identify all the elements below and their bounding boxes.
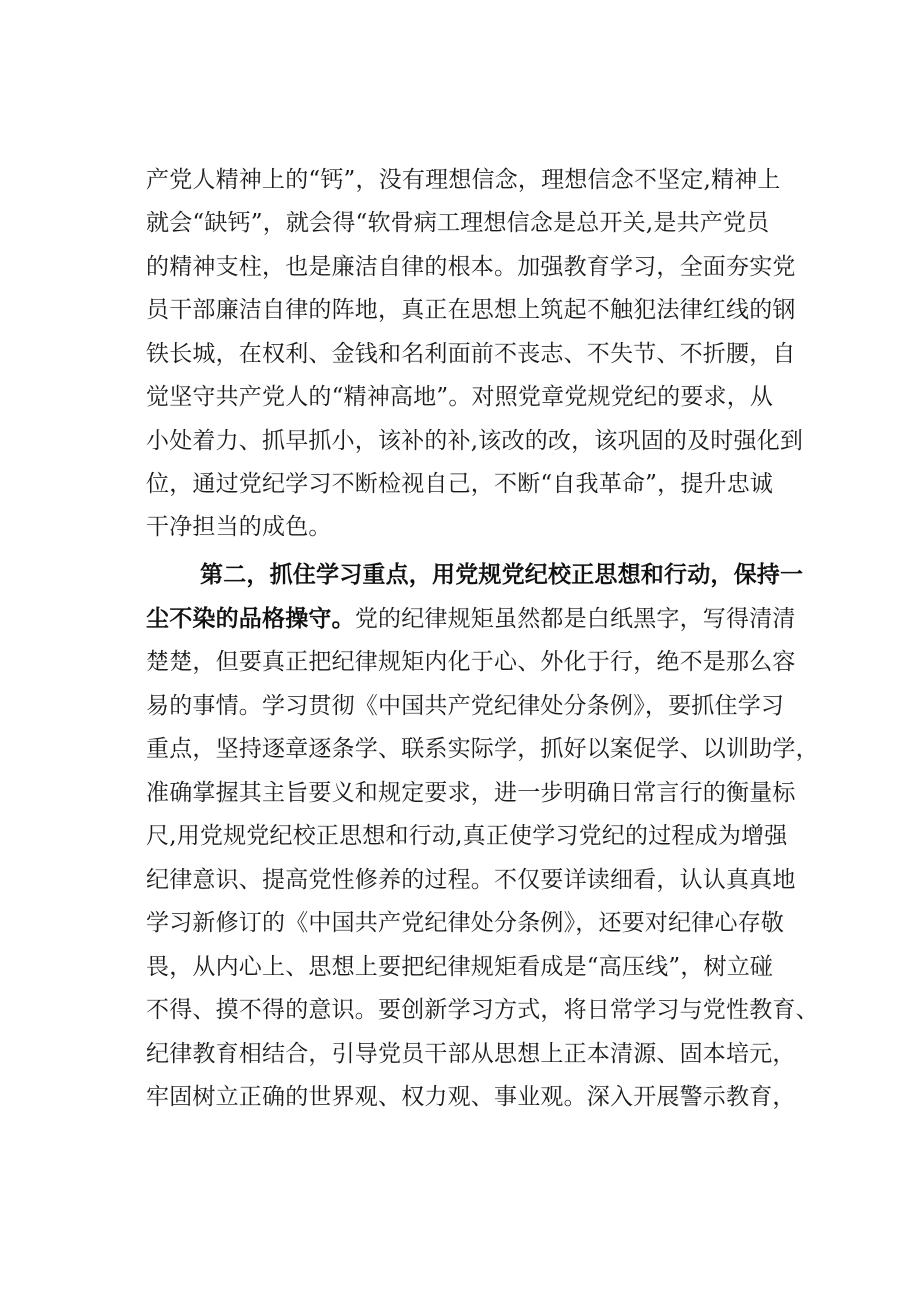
text-line: 不得、摸不得的意识。要创新学习方式，将日常学习与党性教育、 (146, 997, 819, 1023)
text-line: 位，通过党纪学习不断检视自己，不断“自我革命”，提升忠诚 (146, 471, 774, 497)
text-line: 学习新修订的《中国共产党纪律处分条例》，还要对纪律心存敬 (146, 910, 785, 936)
text-line: 纪律意识、提高党性修养的过程。不仅要详读细看，认认真真地 (146, 867, 796, 893)
text-run: 党的纪律规矩虽然都是白纸黑字，写得清清 (354, 606, 796, 632)
text-line: 觉坚守共产党人的“精神高地”。对照党章党规党纪的要求，从 (146, 384, 774, 410)
text-line: 尺,用党规党纪校正思想和行动,真正使学习党纪的过程成为增强 (146, 823, 788, 849)
text-line: 纪律教育相结合，引导党员干部从思想上正本清源、固本培元， (146, 1041, 796, 1067)
paragraph-heading-end: 尘不染的品格操守。 (146, 605, 355, 632)
text-line: 铁长城，在权利、金钱和名利面前不丧志、不失节、不折腰，自 (146, 341, 796, 367)
text-line: 产党人精神上的“钙”，没有理想信念，理想信念不坚定,精神上 (146, 167, 781, 193)
text-line: 准确掌握其主旨要义和规定要求，进一步明确日常言行的衡量标 (146, 780, 796, 806)
text-line: 重点，坚持逐章逐条学、联系实际学，抓好以案促学、以训助学， (146, 736, 819, 762)
text-line: 小处着力、抓早抓小，该补的补,该改的改，该巩固的及时强化到 (146, 428, 804, 454)
text-line: 就会“缺钙”，就会得“软骨病工理想信念是总开关,是共产党员 (146, 210, 770, 236)
text-line (146, 604, 796, 634)
text-line: 员干部廉洁自律的阵地，真正在思想上筑起不触犯法律红线的钢 (146, 297, 796, 323)
text-line: 干净担当的成色。 (146, 514, 332, 540)
paragraph-heading: 第二，抓住学习重点，用党规党纪校正思想和行动，保持一 (200, 561, 804, 588)
text-line: 畏，从内心上、思想上要把纪律规矩看成是“高压线”，树立碰 (146, 954, 774, 980)
text-line: 易的事情。学习贯彻《中国共产党纪律处分条例》，要抓住学习 (146, 693, 785, 719)
text-line: 牢固树立正确的世界观、权力观、事业观。深入开展警示教育， (146, 1084, 796, 1110)
text-line: 楚楚，但要真正把纪律规矩内化于心、外化于行，绝不是那么容 (146, 649, 796, 675)
text-line: 的精神支柱，也是廉洁自律的根本。加强教育学习，全面夯实党 (146, 254, 796, 280)
